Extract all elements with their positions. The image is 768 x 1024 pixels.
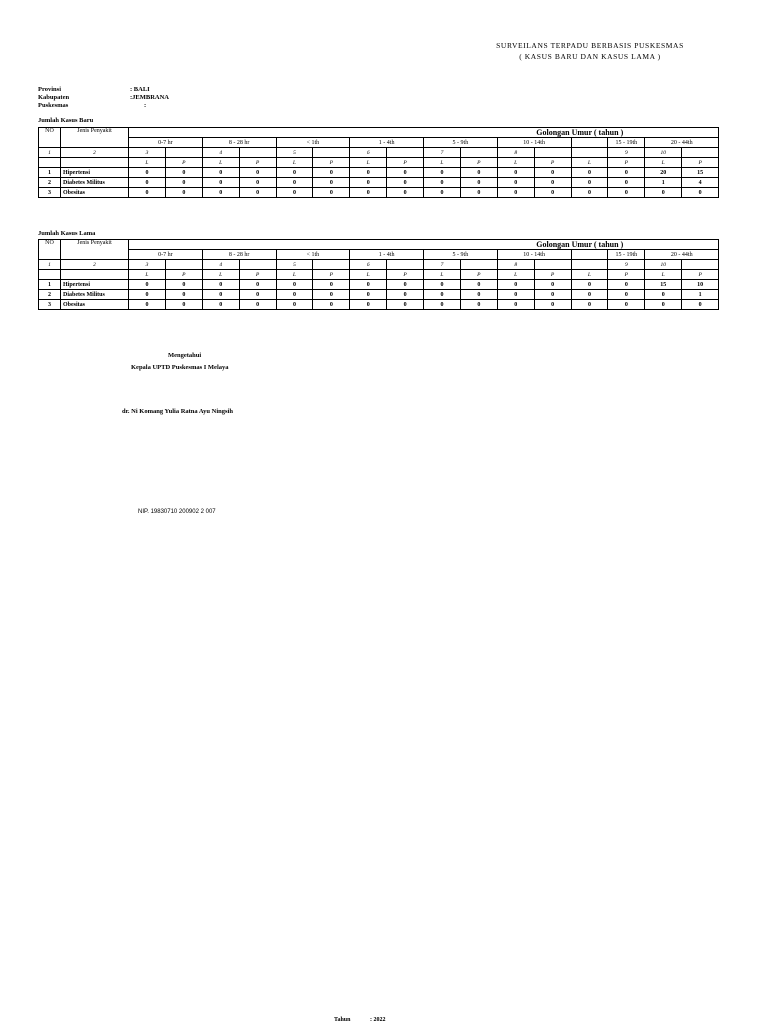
meta-puskesmas [38,102,169,110]
row-value: 15 [682,168,719,178]
sex-cell: L [202,158,239,168]
kasus-baru-label: Jumlah Kasus Baru [38,117,94,124]
row-value: 0 [313,188,350,198]
index-cell [571,260,608,270]
row-value: 0 [571,300,608,310]
sex-cell: L [202,270,239,280]
sex-cell: P [460,270,497,280]
age-group-cell [571,138,608,148]
row-value: 0 [313,280,350,290]
header-row-sex [39,158,719,168]
row-value: 0 [202,280,239,290]
index-cell: 6 [350,148,387,158]
row-disease: Diabetes Militus [61,178,129,188]
table-row [39,178,719,188]
row-value: 0 [497,188,534,198]
index-cell: 2 [61,148,129,158]
row-value: 0 [313,290,350,300]
row-value: 0 [497,168,534,178]
age-group-cell: 8 - 28 hr [202,250,276,260]
row-value: 0 [571,178,608,188]
row-no: 1 [39,168,61,178]
row-value: 0 [608,290,645,300]
kasus-lama-table [38,239,719,310]
row-value: 0 [202,300,239,310]
header-jenis: Jenis Penyakit [61,128,129,148]
row-no: 2 [39,178,61,188]
row-value: 0 [276,178,313,188]
row-value: 0 [276,280,313,290]
row-value: 0 [571,168,608,178]
row-value: 0 [387,300,424,310]
sex-cell: P [534,270,571,280]
table-row [39,300,719,310]
row-value: 0 [497,178,534,188]
age-group-cell: 8 - 28 hr [202,138,276,148]
table-row [39,290,719,300]
sex-cell: L [129,158,166,168]
row-value: 0 [350,290,387,300]
row-value: 0 [682,300,719,310]
index-cell [165,260,202,270]
row-value: 0 [202,188,239,198]
row-value: 0 [387,290,424,300]
row-value: 0 [313,178,350,188]
sex-cell [39,158,61,168]
row-value: 0 [608,168,645,178]
sex-cell: P [239,158,276,168]
age-group-cell: 0-7 hr [129,138,203,148]
index-cell [239,148,276,158]
meta-kabupaten [38,94,169,102]
index-cell: 7 [424,260,461,270]
age-group-cell: 1 - 4th [350,250,424,260]
row-value: 0 [387,168,424,178]
signature-nip: NIP. 19830710 200902 2 007 [138,509,216,515]
header-row-top [39,128,719,138]
row-value: 0 [202,178,239,188]
row-value: 0 [571,188,608,198]
sex-cell: P [460,158,497,168]
row-value: 10 [682,280,719,290]
row-value: 0 [350,280,387,290]
row-value: 0 [608,280,645,290]
row-value: 1 [645,178,682,188]
index-cell: 2 [61,260,129,270]
index-cell [387,260,424,270]
index-cell: 10 [645,260,682,270]
row-value: 0 [129,168,166,178]
row-no: 1 [39,280,61,290]
row-value: 0 [129,178,166,188]
index-cell [534,260,571,270]
index-cell [387,148,424,158]
age-group-cell: 1 - 4th [350,138,424,148]
row-value: 0 [424,290,461,300]
index-cell: 10 [645,148,682,158]
row-no: 3 [39,188,61,198]
sex-cell: L [276,270,313,280]
age-group-cell [571,250,608,260]
row-value: 0 [608,300,645,310]
row-no: 3 [39,300,61,310]
sex-cell: L [276,158,313,168]
index-cell: 1 [39,148,61,158]
sex-cell: L [424,270,461,280]
header-row-sex [39,270,719,280]
row-value: 1 [682,290,719,300]
sex-cell: P [239,270,276,280]
row-value: 0 [276,300,313,310]
age-group-cell: < 1th [276,138,350,148]
row-value: 0 [534,188,571,198]
index-cell [534,148,571,158]
age-group-cell: 20 - 44th [645,138,719,148]
row-disease: Obesitas [61,300,129,310]
header-no: NO [39,128,61,148]
puskesmas-label: Puskesmas [38,102,69,109]
index-cell: 3 [129,260,166,270]
title-line-1: SURVEILANS TERPADU BERBASIS PUSKESMAS [496,41,684,50]
sex-cell: P [608,158,645,168]
sex-cell: L [350,158,387,168]
sex-cell: L [645,158,682,168]
row-value: 0 [534,178,571,188]
row-value: 0 [387,188,424,198]
index-cell: 5 [276,148,313,158]
index-cell: 1 [39,260,61,270]
kabupaten-value: :JEMBRANA [130,94,169,101]
row-value: 0 [129,188,166,198]
row-value: 0 [571,280,608,290]
row-value: 0 [129,300,166,310]
row-value: 0 [129,280,166,290]
row-value: 0 [165,290,202,300]
row-value: 0 [460,188,497,198]
row-value: 0 [497,290,534,300]
sex-cell: L [497,270,534,280]
tahun-label: Tahun [334,1017,351,1023]
row-value: 0 [460,178,497,188]
row-value: 0 [608,178,645,188]
row-value: 0 [350,300,387,310]
row-value: 0 [239,290,276,300]
age-group-cell: < 1th [276,250,350,260]
row-value: 0 [534,168,571,178]
index-cell [682,260,719,270]
sex-cell: P [608,270,645,280]
document-title [420,40,760,62]
kabupaten-label: Kabupaten [38,94,70,101]
index-cell: 9 [608,148,645,158]
row-value: 0 [276,188,313,198]
header-row-index [39,148,719,158]
row-value: 0 [165,300,202,310]
row-value: 0 [460,290,497,300]
index-cell [682,148,719,158]
index-cell: 4 [202,148,239,158]
signature-nama: dr. Ni Komang Yulia Ratna Ayu Ningsih [122,408,233,415]
row-value: 0 [313,300,350,310]
row-value: 0 [239,300,276,310]
row-value: 0 [497,280,534,290]
row-value: 0 [460,280,497,290]
table-row [39,188,719,198]
sex-cell: P [682,270,719,280]
index-cell [460,260,497,270]
row-value: 0 [608,188,645,198]
row-value: 0 [202,168,239,178]
age-group-cell: 5 - 9th [424,138,498,148]
row-value: 0 [424,168,461,178]
table-row [39,168,719,178]
provinsi-label: Provinsi [38,86,61,93]
index-cell: 8 [497,148,534,158]
sex-cell: P [165,270,202,280]
age-group-cell: 5 - 9th [424,250,498,260]
row-value: 0 [682,188,719,198]
puskesmas-value: : [144,102,147,109]
row-value: 0 [313,168,350,178]
index-cell [460,148,497,158]
sex-cell: P [682,158,719,168]
signature-mengetahui: Mengetahui [168,352,202,359]
signature-jabatan: Kepala UPTD Puskesmas I Melaya [131,364,229,371]
index-cell [165,148,202,158]
sex-cell: L [571,270,608,280]
sex-cell [61,270,129,280]
header-row-age [39,138,719,148]
sex-cell: P [165,158,202,168]
index-cell: 8 [497,260,534,270]
header-row-top [39,240,719,250]
index-cell [571,148,608,158]
header-row-index [39,260,719,270]
row-disease: Hipertensi [61,168,129,178]
row-value: 0 [460,300,497,310]
provinsi-value: : BALI [130,86,150,93]
index-cell: 4 [202,260,239,270]
age-group-cell: 20 - 44th [645,250,719,260]
row-value: 0 [424,188,461,198]
row-value: 0 [276,290,313,300]
footer-tahun [334,1017,385,1023]
sex-cell: P [313,270,350,280]
sex-cell: P [387,158,424,168]
row-value: 0 [239,280,276,290]
row-value: 0 [239,188,276,198]
row-value: 0 [534,280,571,290]
row-value: 0 [350,178,387,188]
kasus-lama-label: Jumlah Kasus Lama [38,230,96,237]
sex-cell: P [313,158,350,168]
index-cell [313,260,350,270]
sex-cell [39,270,61,280]
row-value: 0 [350,168,387,178]
row-value: 20 [645,168,682,178]
sex-cell [61,158,129,168]
row-disease: Diabetes Militus [61,290,129,300]
table-row [39,280,719,290]
sex-cell: L [645,270,682,280]
row-value: 0 [460,168,497,178]
row-value: 0 [129,290,166,300]
sex-cell: P [387,270,424,280]
sex-cell: L [350,270,387,280]
row-value: 4 [682,178,719,188]
row-value: 0 [497,300,534,310]
row-value: 0 [387,280,424,290]
age-group-cell: 10 - 14th [497,138,571,148]
index-cell [313,148,350,158]
index-cell: 3 [129,148,166,158]
meta-provinsi [38,86,169,94]
row-value: 0 [571,290,608,300]
row-value: 0 [387,178,424,188]
row-value: 0 [645,290,682,300]
index-cell [239,260,276,270]
row-value: 0 [202,290,239,300]
row-no: 2 [39,290,61,300]
age-group-cell: 15 - 19th [608,250,645,260]
sex-cell: L [571,158,608,168]
row-value: 0 [276,168,313,178]
row-value: 0 [424,178,461,188]
sex-cell: P [534,158,571,168]
sex-cell: L [424,158,461,168]
row-value: 0 [239,168,276,178]
row-disease: Hipertensi [61,280,129,290]
kasus-baru-table [38,127,719,198]
age-group-cell: 10 - 14th [497,250,571,260]
row-value: 0 [165,178,202,188]
age-group-cell: 15 - 19th [608,138,645,148]
index-cell: 5 [276,260,313,270]
index-cell: 6 [350,260,387,270]
index-cell: 7 [424,148,461,158]
header-golongan: Golongan Umur ( tahun ) [129,240,719,250]
row-value: 0 [534,300,571,310]
row-value: 0 [534,290,571,300]
row-value: 0 [165,280,202,290]
row-disease: Obesitas [61,188,129,198]
meta-block [38,86,169,110]
sex-cell: L [497,158,534,168]
row-value: 0 [424,280,461,290]
row-value: 0 [424,300,461,310]
index-cell: 9 [608,260,645,270]
title-line-2: ( KASUS BARU DAN KASUS LAMA ) [519,52,661,61]
header-jenis: Jenis Penyakit [61,240,129,260]
sex-cell: L [129,270,166,280]
row-value: 0 [239,178,276,188]
row-value: 0 [645,188,682,198]
header-no: NO [39,240,61,260]
row-value: 0 [350,188,387,198]
header-row-age [39,250,719,260]
header-golongan: Golongan Umur ( tahun ) [129,128,719,138]
row-value: 15 [645,280,682,290]
tahun-value: : 2022 [369,1017,386,1023]
row-value: 0 [165,188,202,198]
row-value: 0 [165,168,202,178]
row-value: 0 [645,300,682,310]
age-group-cell: 0-7 hr [129,250,203,260]
